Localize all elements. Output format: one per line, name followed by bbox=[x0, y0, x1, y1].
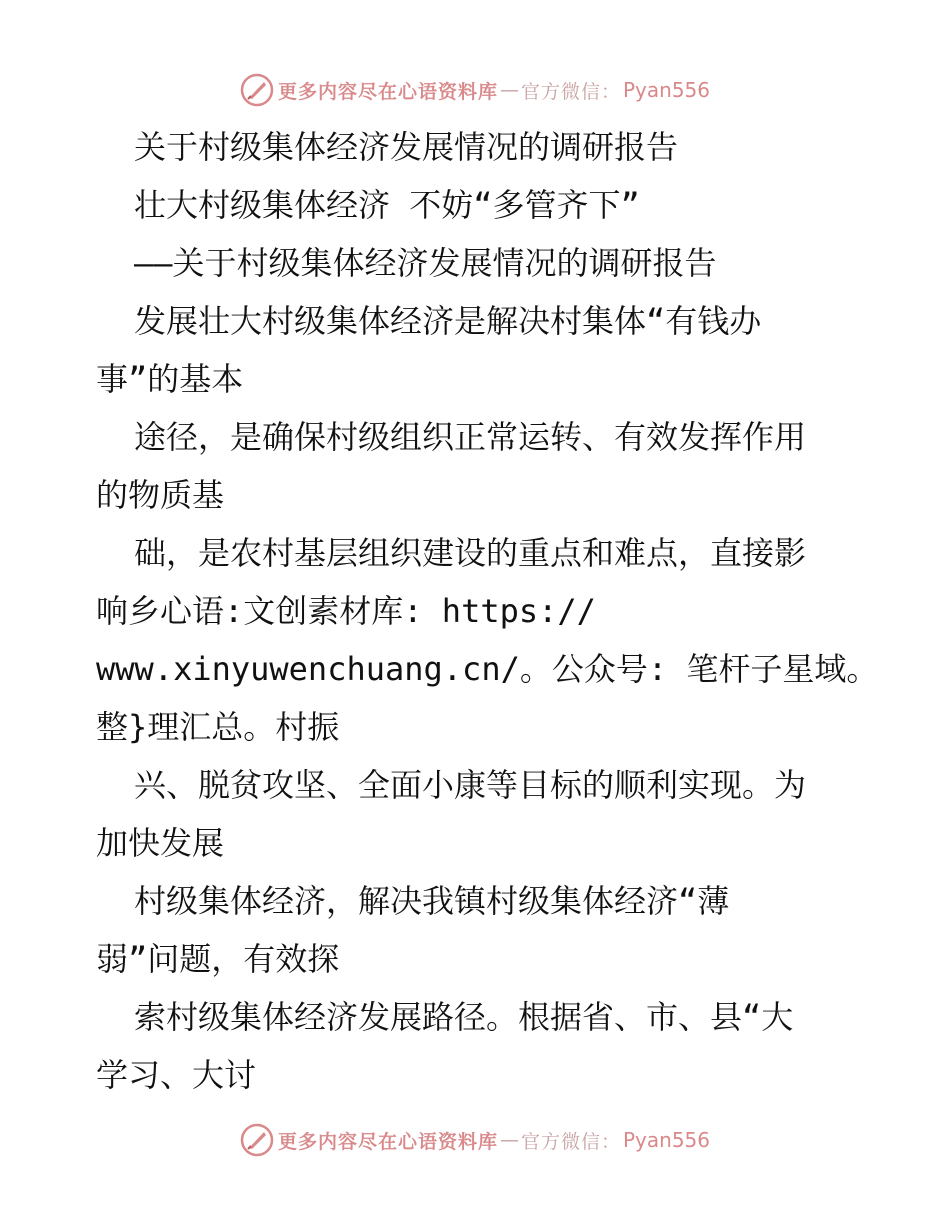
wechat-id: Pyan556 bbox=[623, 1128, 711, 1152]
paragraph-line: 础，是农村基层组织建设的重点和难点，直接影 bbox=[134, 534, 807, 572]
feather-pen-logo-icon bbox=[240, 1123, 274, 1157]
separator-dash: — bbox=[499, 79, 519, 101]
paragraph-line: 弱”问题，有效探 bbox=[96, 940, 340, 978]
report-subtitle: ——关于村级集体经济发展情况的调研报告 bbox=[134, 244, 717, 282]
paragraph-line: www.xinyuwenchuang.cn/。公众号: 笔杆子星域。 bbox=[96, 650, 879, 688]
paragraph-line: 整}理汇总。村振 bbox=[96, 708, 340, 746]
paragraph-line: 兴、脱贫攻坚、全面小康等目标的顺利实现。为 bbox=[134, 766, 807, 804]
paragraph-line: 发展壮大村级集体经济是解决村集体“有钱办 bbox=[134, 302, 762, 340]
report-headline: 壮大村级集体经济 不妨“多管齐下” bbox=[134, 186, 640, 224]
paragraph-line: 途径，是确保村级组织正常运转、有效发挥作用 bbox=[134, 418, 807, 456]
wechat-label: 官方微信： bbox=[520, 80, 621, 103]
promo-text: 更多内容尽在心语资料库 bbox=[277, 80, 498, 103]
paragraph-line: 的物质基 bbox=[96, 476, 225, 514]
document-body bbox=[96, 118, 879, 1104]
wechat-id: Pyan556 bbox=[623, 78, 711, 102]
separator-dash: — bbox=[499, 1129, 519, 1151]
paragraph-line: 学习、大讨 bbox=[96, 1056, 257, 1094]
paragraph-line: 村级集体经济，解决我镇村级集体经济“薄 bbox=[134, 882, 730, 920]
promo-text: 更多内容尽在心语资料库 bbox=[277, 1130, 498, 1153]
paragraph-line: 响乡心语:文创素材库: https:// bbox=[96, 592, 596, 630]
paragraph-line: 事”的基本 bbox=[96, 360, 244, 398]
header-watermark bbox=[0, 70, 950, 110]
wechat-label: 官方微信： bbox=[520, 1130, 621, 1153]
paragraph-line: 索村级集体经济发展路径。根据省、市、县“大 bbox=[134, 998, 794, 1036]
footer-watermark bbox=[0, 1120, 950, 1160]
report-title: 关于村级集体经济发展情况的调研报告 bbox=[134, 128, 679, 166]
feather-pen-logo-icon bbox=[240, 73, 274, 107]
paragraph-line: 加快发展 bbox=[96, 824, 225, 862]
